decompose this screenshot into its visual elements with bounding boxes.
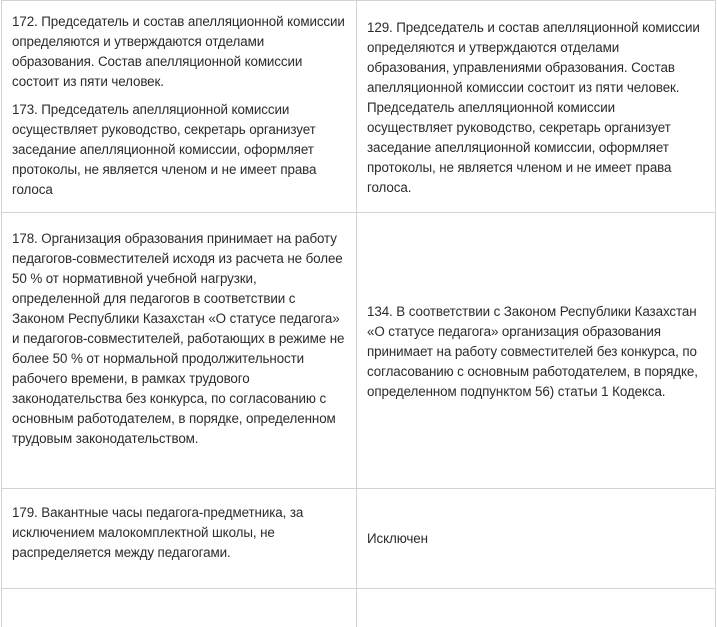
excluded-note: Исключен (367, 529, 703, 549)
table-row (2, 589, 716, 627)
paragraph-179: 179. Вакантные часы педагога-предметника, за исключением малокомплектной школы, не распределяется между педагогами. (12, 503, 346, 563)
table-cell-old-edition (2, 1, 357, 213)
paragraph-172: 172. Председатель и состав апелляционной комиссии определяются и утверждаются отделами образования. Состав апелляционной комиссии состоит из пяти человек. (12, 12, 346, 92)
table-cell-new-edition (357, 489, 716, 589)
paragraph-134: 134. В соответствии с Законом Республики Казахстан «О статусе педагога» организация образования принимает на работу совместителей без конкурса, по согласованию с основным работодателем, в порядке, определенном подпунктом 56) статьи 1 Кодекса. (367, 302, 703, 402)
paragraph-129: 129. Председатель и состав апелляционной комиссии определяются и утверждаются отделами образования, управлениями образования. Состав апелляционной комиссии состоит из пяти человек. Председатель апелляционной комиссии осуществляет руководство, секретарь организует заседание апелляционной комиссии, оформляет протоколы, не является членом и не имеет права голоса. (367, 18, 703, 198)
table-cell-old-edition (2, 489, 357, 589)
table-cell-new-edition (357, 1, 716, 213)
paragraph-178: 178. Организация образования принимает на работу педагогов-совместителей исходя из расчета не более 50 % от нормативной учебной нагрузки, определенной для педагогов в соответствии с Законом Республики Казахстан «О статусе педагога» и педагогов-совместителей, работающих в режиме не более 50 % от нормальной продолжительности рабочего времени, в рамках трудового законодательства без конкурса, по согласованию с основным работодателем, в порядке, определенном трудовым законодательством. (12, 229, 346, 449)
table-cell-old-edition (2, 213, 357, 489)
paragraph-173: 173. Председатель апелляционной комиссии осуществляет руководство, секретарь организует заседание апелляционной комиссии, оформляет протоколы, не является членом и не имеет права голоса (12, 100, 346, 200)
table-cell-new-edition (357, 213, 716, 489)
table-row (2, 213, 716, 489)
table-cell-empty (2, 589, 357, 627)
table-row (2, 1, 716, 213)
table-row (2, 489, 716, 589)
comparison-table (1, 0, 716, 627)
table-cell-empty (357, 589, 716, 627)
